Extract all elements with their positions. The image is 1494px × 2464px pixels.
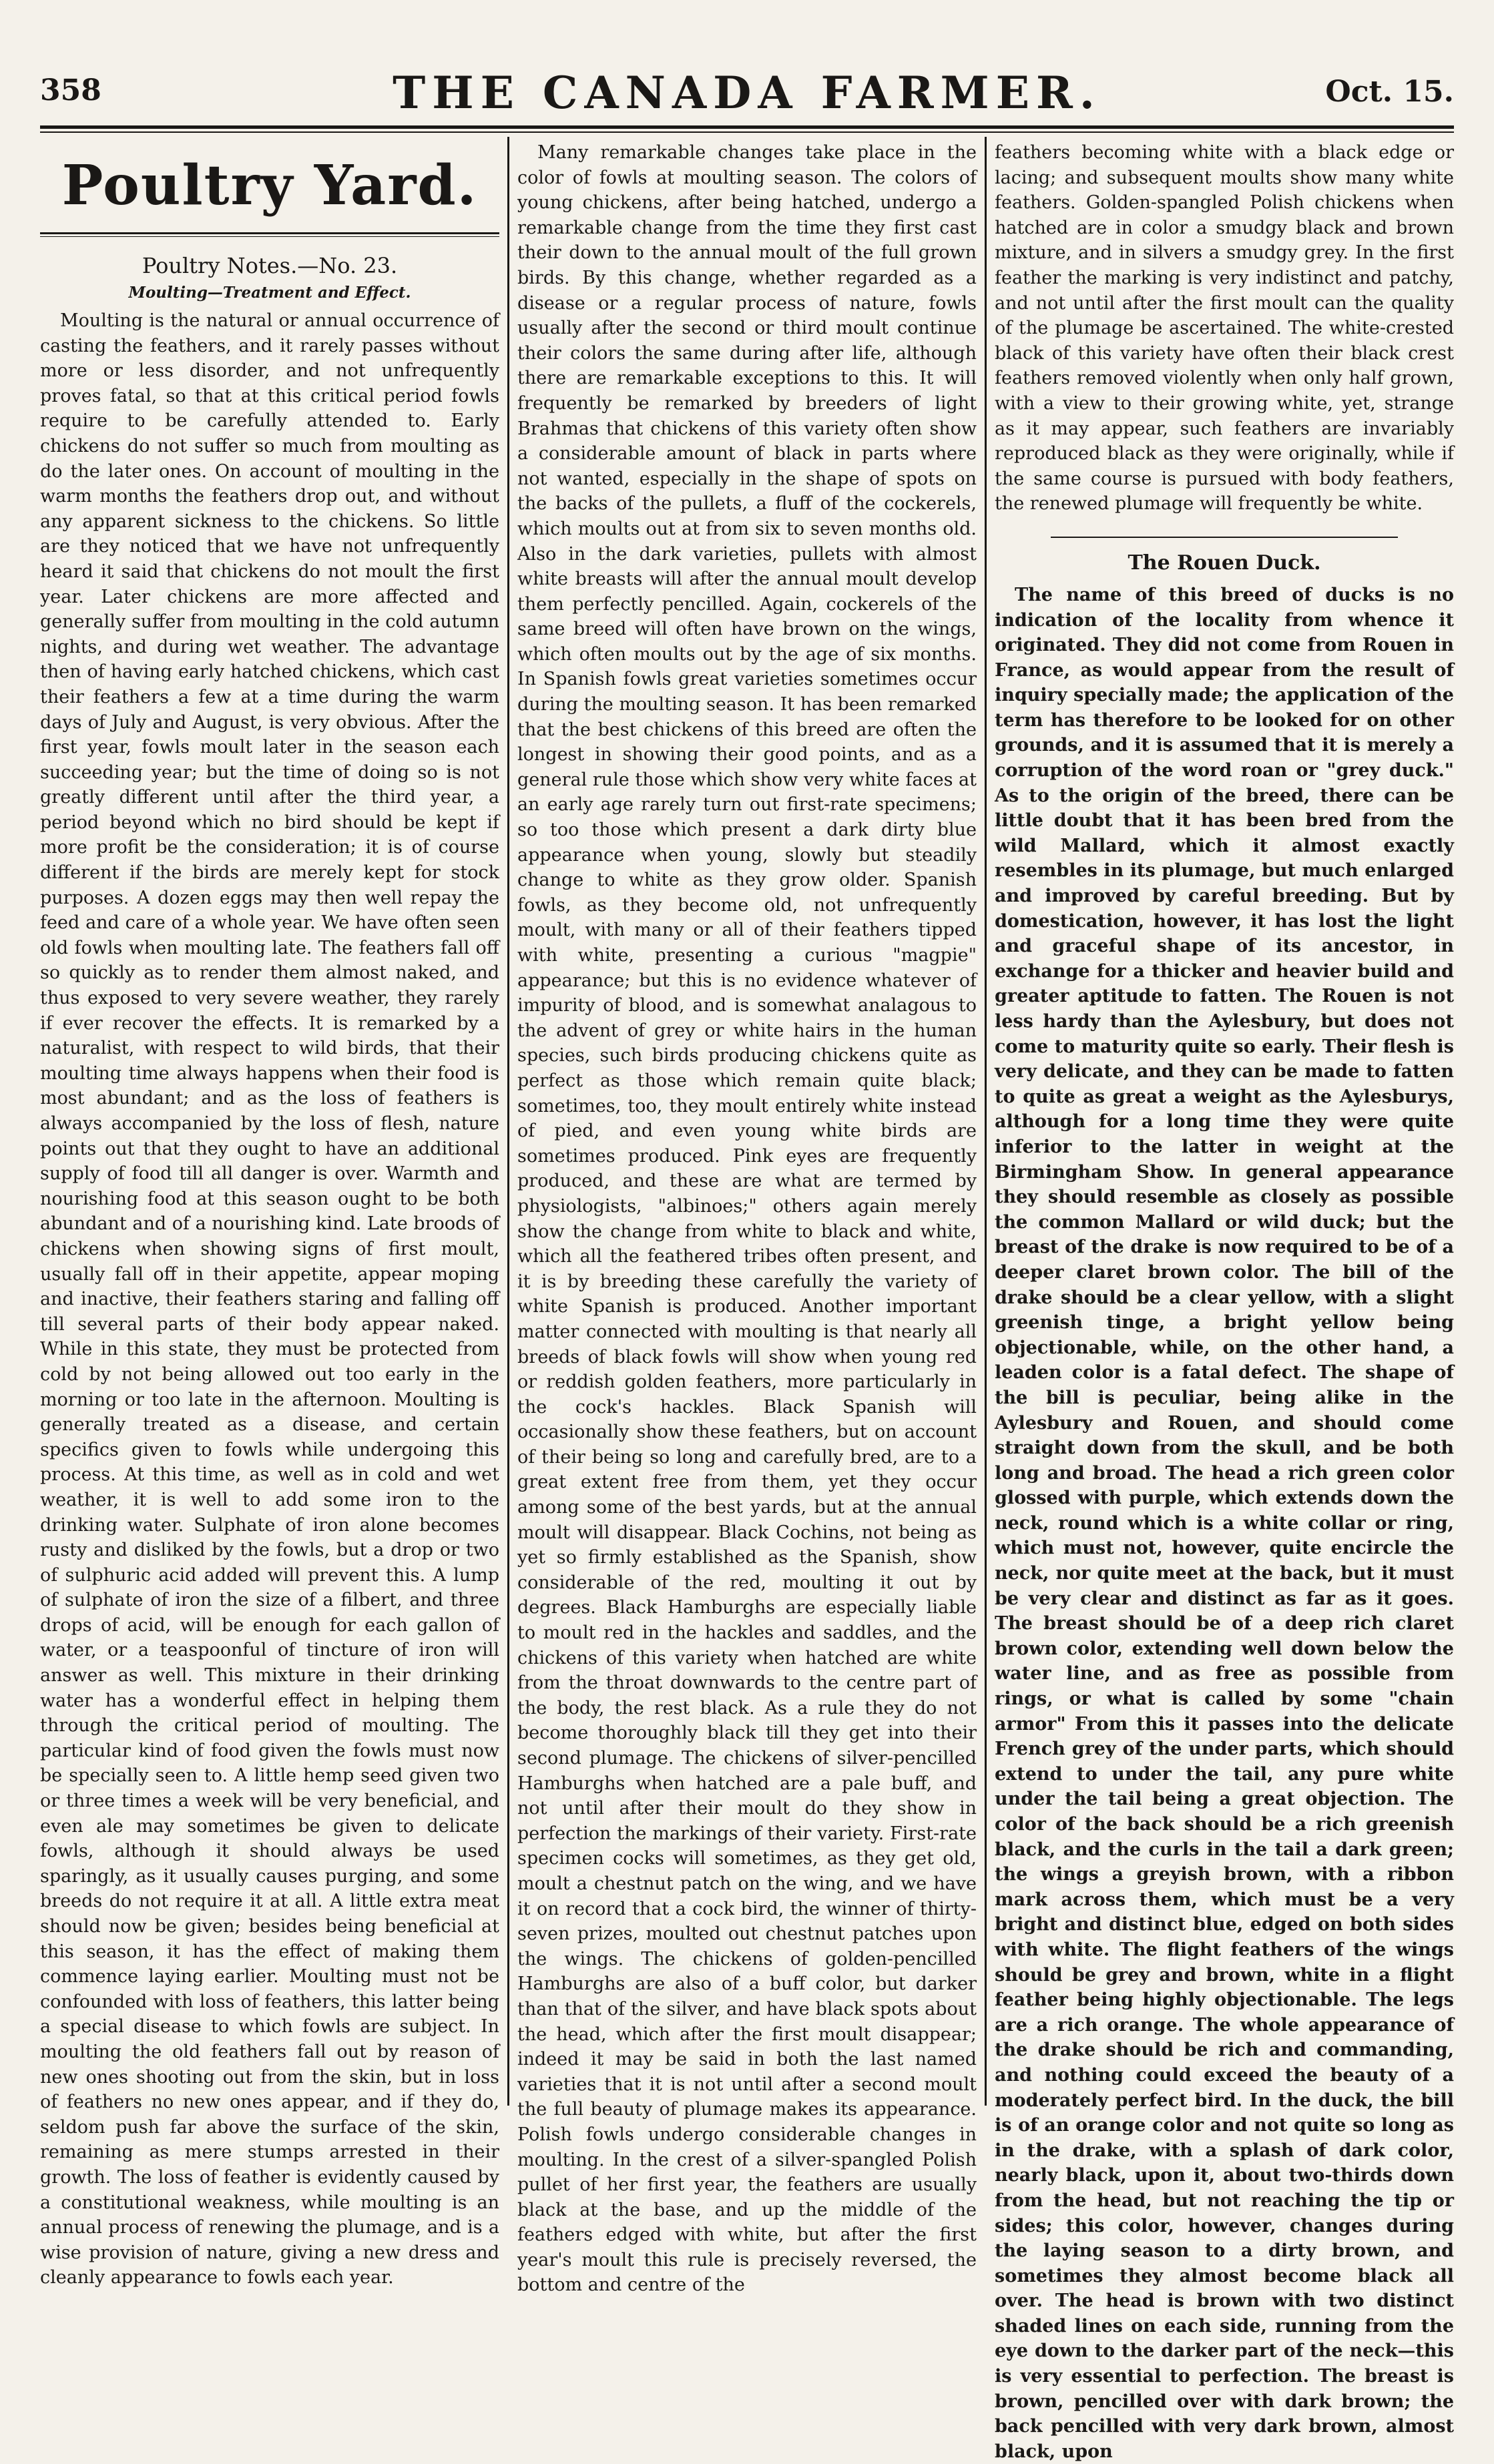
column-1 [40, 140, 499, 2288]
article-title: The Rouen Duck. [1128, 551, 1321, 575]
page-number: 358 [40, 73, 101, 107]
article-title: Poultry Notes.—No. 23. [142, 253, 398, 278]
paper-title: THE CANADA FARMER. [393, 67, 1101, 119]
department-title: Poultry Yard. [61, 153, 478, 218]
column-divider [985, 137, 987, 2106]
column-divider [507, 137, 509, 2106]
department-rule-thin [40, 236, 499, 237]
department-rule [40, 232, 499, 234]
issue-date: Oct. 15. [1325, 75, 1454, 109]
article-subtitle: Moulting—Treatment and Effect. [128, 284, 411, 302]
article-body: Many remarkable changes take place in the color of fowls at moulting season. The colors of young chickens, after being hatched, undergo a remarkable change from the time they first cast their down to the annual moult of the full grown birds. By this change, whether regarded as a disease or a regular process of nature, fowls usually after the second or third moult continue their colors the same during after life, although there are remarkable exceptions to this. It will frequently be remarked by breeders of light Brahmas that chickens of this variety often show a considerable amount of black in parts where not wanted, especially in the shape of spots on the backs of the pullets, a fluff of the cockerels, which moults out at from six to seven months old. Also in the dark varieties, pullets with almost white breasts will after the annual moult develop them perfectly pencilled. Again, cockerels of the same breed will often have brown on the wings, which often moults out by the age of six months. In Spanish fowls great varieties sometimes occur during the moulting season. It has been remarked that the best chickens of this breed are often the longest in showing their good points, and as a general rule those which show very white faces at an early age rarely turn out first-rate specimens; so too those which present a dark dirty blue appearance when young, slowly but steadily change to white as they grow older. Spanish fowls, as they become old, not unfrequently moult, with many or all of their feathers tipped with white, presenting a curious "magpie" appearance; but this is no evidence whatever of impurity of blood, and is somewhat analagous to the advent of grey or white hairs in the human species, such birds producing chickens quite as perfect as those which remain quite black; sometimes, too, they moult entirely white instead of pied, and even young white birds are sometimes produced. Pink eyes are frequently produced, and these are what are termed by physiologists, "albinoes;" others again merely show the change from white to black and white, which all the feathered tribes often present, and it is by breeding these carefully the variety of white Spanish is produced. Another important matter connected with moulting is that nearly all breeds of black fowls will show when young red or reddish golden feathers, more particularly in the cock's hackles. Black Spanish will occasionally show these feathers, but on account of their being so long and carefully bred, are to a great extent free from them, yet they occur among some of the best yards, but at the annual moult will disappear. Black Cochins, not being as yet so firmly established as the Spanish, show considerable of the red, moulting it out by degrees. Black Hamburghs are especially liable to moult red in the hackles and saddles, and the chickens of this variety when hatched are white from the throat downwards to the centre part of the body, the rest black. As a rule they do not become thoroughly black till they get into their second plumage. The chickens of silver-pencilled Hamburghs when hatched are a pale buff, and not until after their moult do they show in perfection the markings of their variety. First-rate specimen cocks will sometimes, as they get old, moult a chestnut patch on the wing, and we have it on record that a cock bird, the winner of thirty-seven prizes, moulted out chestnut patches upon the wings. The chickens of golden-pencilled Hamburghs are also of a buff color, but darker than that of the silver, and have black spots about the head, which after the first moult disappear; indeed it may be said in both the last named varieties that it is not until after a second moult the full beauty of plumage makes its appearance. Polish fowls undergo considerable changes in moulting. In the crest of a silver-spangled Polish pullet of her first year, the feathers are usually black at the base, and up the middle of the feathers edged with white, but after the first year's moult this rule is precisely reversed, the bottom and centre of the [517, 142, 977, 2296]
header-rule-thin [40, 131, 1454, 133]
article-body: feathers becoming white with a black edge or lacing; and subsequent moults show many white feathers. Golden-spangled Polish chickens when hatched are in color a smudgy black and brown mixture, and in silvers a smudgy grey. In the first feather the marking is very indistinct and patchy, and not until after the first moult can the quality of the plumage be ascertained. The white-crested black of this variety have often their black crest feathers removed violently when only half grown, with a view to their growing white, yet, strange as it may appear, such feathers are invariably reproduced black as they were originally, while if the same course is pursued with body feathers, the renewed plumage will frequently be white. [995, 142, 1454, 515]
column-2 [517, 140, 977, 2296]
article-separator [1051, 537, 1398, 538]
header-rule [40, 125, 1454, 129]
column-3 [995, 140, 1454, 2462]
article-body: The name of this breed of ducks is no indication of the locality from whence it originated. They did not come from Rouen in France, as would appear from the result of inquiry specially made; the application of the term has therefore to be looked for on other grounds, and it is assumed that it is merely a corruption of the word roan or "grey duck." As to the origin of the breed, there can be little doubt that it has been bred from the wild Mallard, which it almost exactly resembles in its plumage, but much enlarged and improved by careful breeding. But by domestication, however, it has lost the light and graceful shape of its ancestor, in exchange for a thicker and heavier build and greater aptitude to fatten. The Rouen is not less hardy than the Aylesbury, but does not come to maturity quite so early. Their flesh is very delicate, and they can be made to fatten to quite as great a weight as the Aylesburys, although for a long time they were quite inferior to the latter in weight at the Birmingham Show. In general appearance they should resemble as closely as possible the common Mallard or wild duck; but the breast of the drake is now required to be of a deeper claret brown color. The bill of the drake should be a clear yellow, with a slight greenish tinge, a bright yellow being objectionable, while, on the other hand, a leaden color is a fatal defect. The shape of the bill is peculiar, being alike in the Aylesbury and Rouen, and should come straight down from the skull, and be both long and broad. The head a rich green color glossed with purple, which extends down the neck, round which is a white collar or ring, which must not, however, quite encircle the neck, nor quite meet at the back, but it must be very clear and distinct as far as it goes. The breast should be of a deep rich claret brown color, extending well down below the water line, and as free as possible from rings, or what is called by some "chain armor" From this it passes into the delicate French grey of the under parts, which should extend to under the tail, any pure white under the tail being a great objection. The color of the back should be a rich greenish black, and the curls in the tail a dark green; the wings a greyish brown, with a ribbon mark across them, which must be a very bright and distinct blue, edged on both sides with white. The flight feathers of the wings should be grey and brown, white in a flight feather being highly objectionable. The legs are a rich orange. The whole appearance of the drake should be rich and commanding, and nothing could exceed the beauty of a moderately perfect bird. In the duck, the bill is of an orange color and not quite so long as in the drake, with a splash of dark color, nearly black, upon it, about two-thirds down from the head, but not reaching the tip or sides; this color, however, changes during the laying season to a dirty brown, and sometimes they almost become black all over. The head is brown with two distinct shaded lines on each side, running from the eye down to the darker part of the neck—this is very essential to perfection. The breast is brown, pencilled over with dark brown; the back pencilled with very dark brown, almost black, upon [995, 584, 1454, 2462]
article-body: Moulting is the natural or annual occurrence of casting the feathers, and it rarely passes without more or less disorder, and not unfrequently proves fatal, so that at this critical period fowls require to be carefully attended to. Early chickens do not suffer so much from moulting as do the later ones. On account of moulting in the warm months the feathers drop out, and without any apparent sickness to the chickens. So little are they noticed that we have not unfrequently heard it said that chickens do not moult the first year. Later chickens are more affected and generally suffer from moulting in the cold autumn nights, and during wet weather. The advantage then of having early hatched chickens, which cast their feathers a few at a time during the warm days of July and August, is very obvious. After the first year, fowls moult later in the season each succeeding year; but the time of doing so is not greatly different until after the third year, a period beyond which no bird should be kept if more profit be the consideration; it is of course different if the birds are merely kept for stock purposes. A dozen eggs may then well repay the feed and care of a whole year. We have often seen old fowls when moulting late. The feathers fall off so quickly as to render them almost naked, and thus exposed to very severe weather, they rarely if ever recover the effects. It is remarked by a naturalist, with respect to wild birds, that their moulting time always happens when their food is most abundant; and as the loss of feathers is always accompanied by the loss of flesh, nature points out that they ought to have an additional supply of food till all danger is over. Warmth and nourishing food at this season ought to be both abundant and of a nourishing kind. Late broods of chickens when showing signs of first moult, usually fall off in their appetite, appear moping and inactive, their feathers staring and falling off till several parts of their body appear naked. While in this state, they must be protected from cold by not being allowed out too early in the morning or too late in the afternoon. Moulting is generally treated as a disease, and certain specifics given to fowls while undergoing this process. At this time, as well as in cold and wet weather, it is well to add some iron to the drinking water. Sulphate of iron alone becomes rusty and disliked by the fowls, but a drop or two of sulphuric acid added will prevent this. A lump of sulphate of iron the size of a filbert, and three drops of acid, will be enough for each gallon of water, or a teaspoonful of tincture of iron will answer as well. This mixture in their drinking water has a wonderful effect in helping them through the critical period of moulting. The particular kind of food given the fowls must now be specially seen to. A little hemp seed given two or three times a week will be very beneficial, and even ale may sometimes be given to delicate fowls, although it should always be used sparingly, as it usually causes purging, and some breeds do not require it at all. A little extra meat should now be given; besides being beneficial at this season, it has the effect of making them commence laying earlier. Moulting must not be confounded with loss of feathers, this latter being a special disease to which fowls are subject. In moulting the old feathers fall out by reason of new ones shooting out from the skin, but in loss of feathers no new ones appear, and if they do, seldom push far above the surface of the skin, remaining as mere stumps arrested in their growth. The loss of feather is evidently caused by a constitutional weakness, while moulting is an annual process of renewing the plumage, and is a wise provision of nature, giving a new dress and cleanly appearance to fowls each year. [40, 310, 499, 2288]
masthead [40, 67, 1454, 120]
